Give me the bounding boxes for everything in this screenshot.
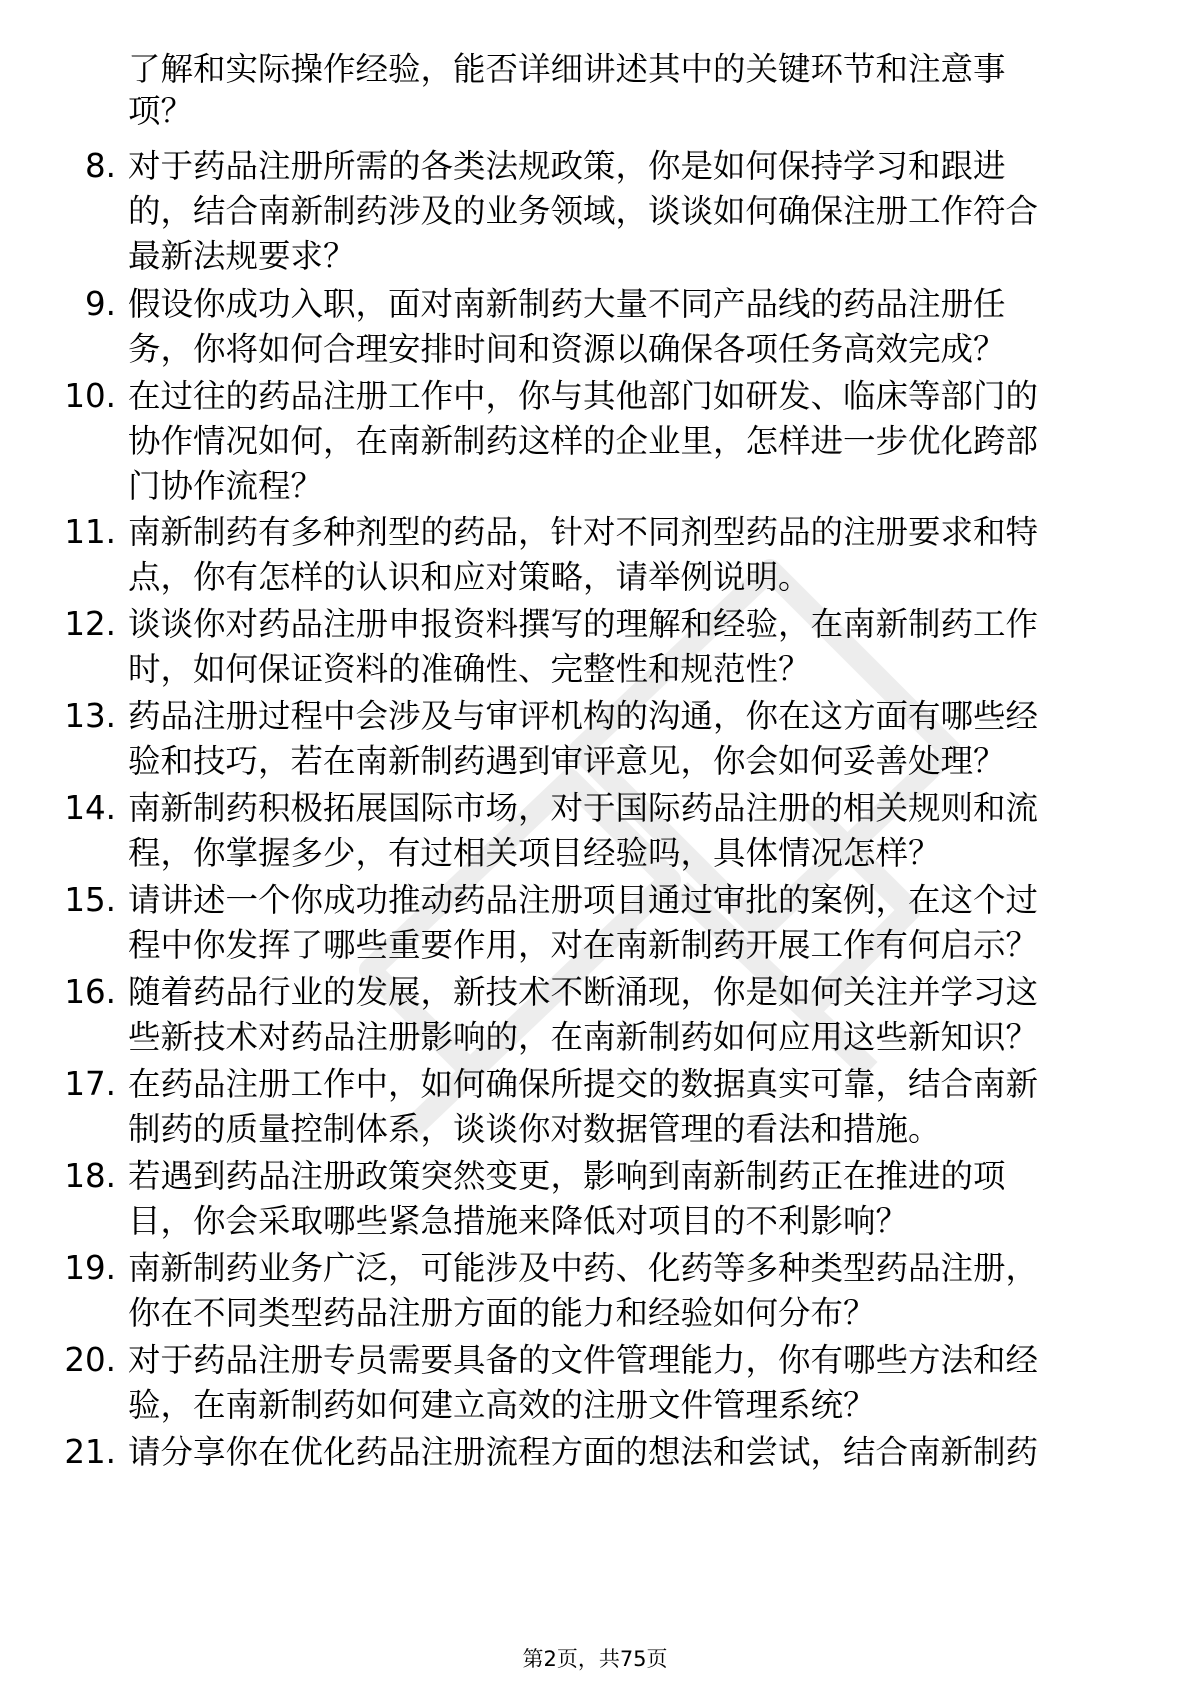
- question-number: 9.: [84, 285, 116, 323]
- question-text: [128, 374, 1128, 509]
- question-number: 13.: [64, 697, 116, 735]
- question-text: [128, 970, 1128, 1060]
- question-line: 假设你成功入职，面对南新制药大量不同产品线的药品注册任: [128, 285, 1006, 323]
- question-text: [128, 786, 1128, 876]
- question-line: 对于药品注册专员需要具备的文件管理能力，你有哪些方法和经: [128, 1341, 1039, 1379]
- question-line: 制药的质量控制体系，谈谈你对数据管理的看法和措施。: [128, 1110, 941, 1148]
- question-text: [128, 144, 1128, 279]
- question-number: 12.: [64, 605, 116, 643]
- page-footer: 第2页，共75页: [522, 1647, 668, 1671]
- question-line: 协作情况如何，在南新制药这样的企业里，怎样进一步优化跨部: [128, 422, 1039, 460]
- question-line: 时，如何保证资料的准确性、完整性和规范性？: [128, 650, 811, 688]
- question-number: 19.: [64, 1249, 116, 1287]
- question-line: 南新制药业务广泛，可能涉及中药、化药等多种类型药品注册，: [128, 1249, 1039, 1287]
- question-line: 最新法规要求？: [128, 237, 356, 275]
- question-number: 17.: [64, 1065, 116, 1103]
- question-text: [128, 694, 1128, 784]
- question-line: 门协作流程？: [128, 467, 324, 505]
- question-line: 请讲述一个你成功推动药品注册项目通过审批的案例，在这个过: [128, 881, 1039, 919]
- question-text: [128, 510, 1128, 600]
- question-line: 程中你发挥了哪些重要作用，对在南新制药开展工作有何启示？: [128, 926, 1039, 964]
- question-number: 10.: [64, 377, 116, 415]
- question-line: 验，在南新制药如何建立高效的注册文件管理系统？: [128, 1386, 876, 1424]
- question-line: 的，结合南新制药涉及的业务领域，谈谈如何确保注册工作符合: [128, 192, 1039, 230]
- question-text: [128, 1430, 1128, 1475]
- question-text: [128, 1246, 1128, 1336]
- question-line: 验和技巧，若在南新制药遇到审评意见，你会如何妥善处理？: [128, 742, 1006, 780]
- question-line: 你在不同类型药品注册方面的能力和经验如何分布？: [128, 1294, 876, 1332]
- question-number: 8.: [84, 147, 116, 185]
- question-number: 15.: [64, 881, 116, 919]
- question-number: 18.: [64, 1157, 116, 1195]
- question-number: 14.: [64, 789, 116, 827]
- question-line: 南新制药积极拓展国际市场，对于国际药品注册的相关规则和流: [128, 789, 1039, 827]
- question-line: 在过往的药品注册工作中，你与其他部门如研发、临床等部门的: [128, 377, 1039, 415]
- question-line: 请分享你在优化药品注册流程方面的想法和尝试，结合南新制药: [128, 1433, 1039, 1471]
- question-line: 谈谈你对药品注册申报资料撰写的理解和经验，在南新制药工作: [128, 605, 1039, 643]
- question-line: 些新技术对药品注册影响的，在南新制药如何应用这些新知识？: [128, 1018, 1039, 1056]
- question-number: 11.: [64, 513, 116, 551]
- question-line: 程，你掌握多少，有过相关项目经验吗，具体情况怎样？: [128, 834, 941, 872]
- question-line: 务，你将如何合理安排时间和资源以确保各项任务高效完成？: [128, 330, 1006, 368]
- question-line: 药品注册过程中会涉及与审评机构的沟通，你在这方面有哪些经: [128, 697, 1039, 735]
- question-line: 南新制药有多种剂型的药品，针对不同剂型药品的注册要求和特: [128, 513, 1039, 551]
- question-number: 21.: [64, 1433, 116, 1471]
- question-text: [128, 602, 1128, 692]
- question-line: 点，你有怎样的认识和应对策略，请举例说明。: [128, 558, 811, 596]
- continuation-line: 项？: [128, 92, 194, 130]
- question-number: 16.: [64, 973, 116, 1011]
- question-line: 对于药品注册所需的各类法规政策，你是如何保持学习和跟进: [128, 147, 1006, 185]
- question-line: 目，你会采取哪些紧急措施来降低对项目的不利影响？: [128, 1202, 909, 1240]
- question-number: 20.: [64, 1341, 116, 1379]
- question-text: [128, 1062, 1128, 1152]
- question-line: 若遇到药品注册政策突然变更，影响到南新制药正在推进的项: [128, 1157, 1006, 1195]
- question-line: 在药品注册工作中，如何确保所提交的数据真实可靠，结合南新: [128, 1065, 1039, 1103]
- question-text: [128, 282, 1128, 372]
- question-line: 随着药品行业的发展，新技术不断涌现，你是如何关注并学习这: [128, 973, 1039, 1011]
- question-text: [128, 1154, 1128, 1244]
- continuation-line: 了解和实际操作经验，能否详细讲述其中的关键环节和注意事: [128, 50, 1006, 88]
- question-text: [128, 1338, 1128, 1428]
- question-text: [128, 878, 1128, 968]
